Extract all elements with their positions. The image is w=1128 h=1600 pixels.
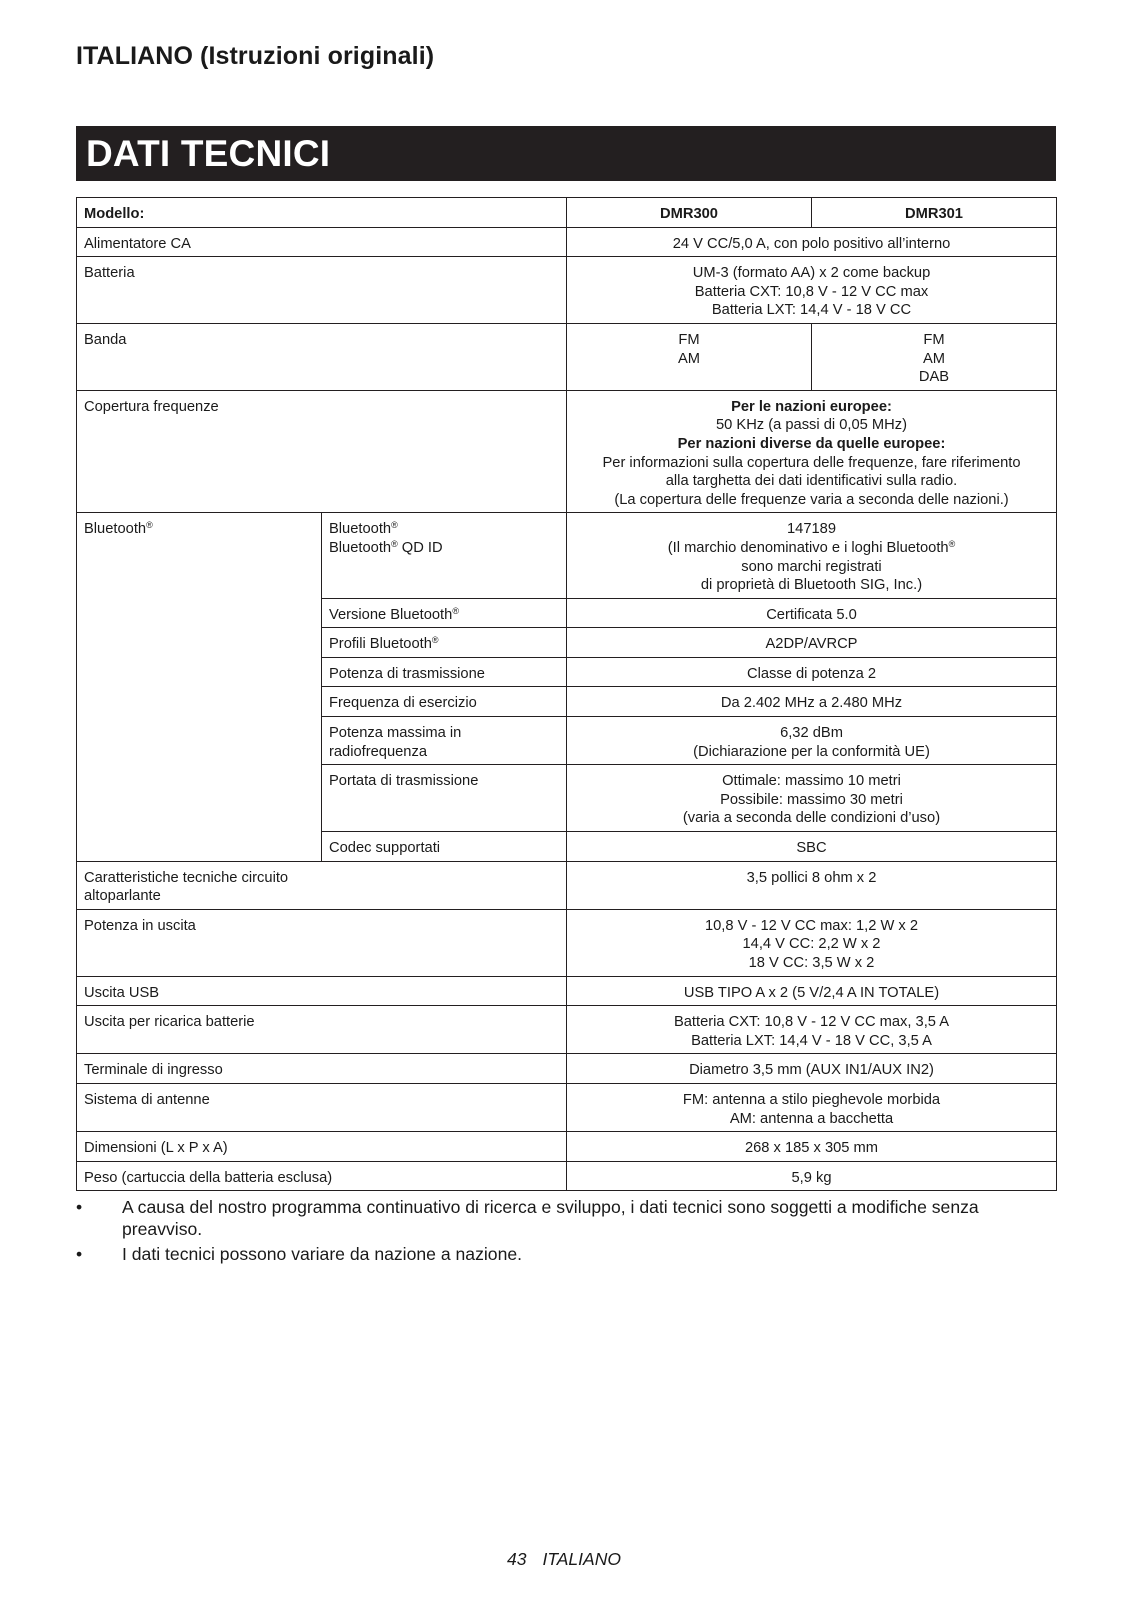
- row-label-banda: Banda: [77, 323, 567, 390]
- copertura-non-eu-heading: Per nazioni diverse da quelle europee:: [677, 435, 946, 452]
- row-value-altoparlante: 3,5 pollici 8 ohm x 2: [567, 861, 1057, 909]
- section-title: DATI TECNICI: [86, 133, 331, 174]
- header-model-dmr300: DMR300: [567, 198, 812, 228]
- banda-item: AM: [677, 350, 701, 367]
- antenne-line: AM: antenna a bacchetta: [729, 1110, 894, 1127]
- value-bluetooth-qdid: [567, 513, 1057, 598]
- note-text: I dati tecnici possono variare da nazione a nazione.: [122, 1244, 523, 1264]
- value-portata: [567, 765, 1057, 832]
- portata-line: Possibile: massimo 30 metri: [720, 791, 903, 808]
- qdid-note-line: di proprietà di Bluetooth SIG, Inc.): [700, 577, 923, 594]
- row-value-terminale: Diametro 3,5 mm (AUX IN1/AUX IN2): [567, 1054, 1057, 1084]
- sub-label-potenza-trasmissione: Potenza di trasmissione: [322, 657, 567, 687]
- ricarica-line: Batteria LXT: 14,4 V - 18 V CC, 3,5 A: [691, 1032, 932, 1049]
- sub-label-portata: Portata di trasmissione: [322, 765, 567, 832]
- spec-table: [76, 197, 1057, 1191]
- batteria-line: Batteria LXT: 14,4 V - 18 V CC: [711, 302, 912, 319]
- copertura-eu-value: 50 KHz (a passi di 0,05 MHz): [715, 417, 907, 434]
- row-label-antenne: Sistema di antenne: [77, 1083, 567, 1131]
- row-value-usb: USB TIPO A x 2 (5 V/2,4 A IN TOTALE): [567, 976, 1057, 1006]
- page-footer: [0, 1549, 1128, 1570]
- table-header-row: [77, 198, 1057, 228]
- page-heading: ITALIANO (Istruzioni originali): [76, 42, 435, 70]
- sub-label-profili: Profili Bluetooth®: [322, 628, 567, 658]
- banda-item: FM: [678, 331, 700, 348]
- sub-label-versione: Versione Bluetooth®: [322, 598, 567, 628]
- batteria-line: UM-3 (formato AA) x 2 come backup: [692, 265, 931, 282]
- value-codec: SBC: [567, 832, 1057, 862]
- copertura-non-eu-line: (La copertura delle frequenze varia a seconda delle nazioni.): [614, 491, 1009, 508]
- note-text: A causa del nostro programma continuativo di ricerca e sviluppo, i dati tecnici sono soggetti a modifiche senza preavviso.: [122, 1197, 979, 1239]
- row-label-ricarica: Uscita per ricarica batterie: [77, 1006, 567, 1054]
- copertura-eu-heading: Per le nazioni europee:: [731, 398, 892, 415]
- registered-mark: ®: [948, 538, 956, 549]
- row-value-banda-dmr300: [567, 323, 812, 390]
- table-row: [77, 390, 1057, 513]
- footer-language: ITALIANO: [542, 1549, 621, 1569]
- row-label-peso: Peso (cartuccia della batteria esclusa): [77, 1161, 567, 1191]
- ricarica-line: Batteria CXT: 10,8 V - 12 V CC max, 3,5 A: [673, 1014, 950, 1031]
- table-row: [77, 1132, 1057, 1162]
- potenza-massima-label-line: Potenza massima in: [329, 725, 462, 742]
- row-label-bluetooth: [77, 513, 322, 861]
- row-value-copertura: [567, 390, 1057, 513]
- row-label-dimensioni: Dimensioni (L x P x A): [77, 1132, 567, 1162]
- batteria-line: Batteria CXT: 10,8 V - 12 V CC max: [694, 283, 929, 300]
- banda-item: FM: [923, 331, 945, 348]
- row-value-banda-dmr301: [812, 323, 1057, 390]
- portata-line: Ottimale: massimo 10 metri: [722, 773, 901, 790]
- row-value-potenza-uscita: [567, 909, 1057, 976]
- bullet: •: [76, 1244, 83, 1264]
- row-label-copertura: Copertura frequenze: [77, 390, 567, 513]
- copertura-non-eu-line: Per informazioni sulla copertura delle frequenze, fare riferimento: [602, 454, 1021, 471]
- potenza-uscita-line: 10,8 V - 12 V CC max: 1,2 W x 2: [704, 917, 919, 934]
- qdid-note-line: sono marchi registrati: [741, 558, 882, 575]
- qdid-label-line: Bluetooth®: [329, 520, 398, 538]
- table-row: [77, 976, 1057, 1006]
- registered-mark: ®: [431, 635, 439, 646]
- table-row: [77, 1083, 1057, 1131]
- sub-label-potenza-massima: [322, 717, 567, 765]
- qdid-value: 147189: [786, 521, 836, 538]
- page-number: 43: [507, 1549, 527, 1569]
- section-banner: [76, 126, 1056, 181]
- value-profili: A2DP/AVRCP: [567, 628, 1057, 658]
- value-potenza-trasmissione: Classe di potenza 2: [567, 657, 1057, 687]
- row-label-altoparlante: [77, 861, 567, 909]
- sub-label-frequenza: Frequenza di esercizio: [322, 687, 567, 717]
- registered-mark: ®: [146, 520, 153, 531]
- bluetooth-label: Bluetooth: [84, 521, 147, 538]
- table-row: [77, 323, 1057, 390]
- potenza-massima-label-line: radiofrequenza: [329, 743, 427, 760]
- altoparlante-label-line: altoparlante: [84, 888, 161, 905]
- potenza-uscita-line: 18 V CC: 3,5 W x 2: [748, 955, 875, 971]
- registered-mark: ®: [391, 520, 398, 531]
- table-row: [77, 1054, 1057, 1084]
- table-row: [77, 861, 1057, 909]
- table-row: [77, 1006, 1057, 1054]
- table-row: [77, 1161, 1057, 1191]
- row-label-potenza-uscita: Potenza in uscita: [77, 909, 567, 976]
- table-row: [77, 257, 1057, 324]
- altoparlante-label-line: Caratteristiche tecniche circuito: [84, 869, 289, 886]
- table-row: [77, 513, 1057, 598]
- copertura-non-eu-line: alla targhetta dei dati identificativi sulla radio.: [665, 473, 958, 490]
- notes-list: [76, 1196, 1056, 1268]
- row-label-batteria: Batteria: [77, 257, 567, 324]
- sub-label-bluetooth-qdid: [322, 513, 567, 598]
- qdid-note-line: (Il marchio denominativo e i loghi Bluetooth®: [667, 538, 956, 556]
- row-label-alimentatore: Alimentatore CA: [77, 227, 567, 257]
- potenza-uscita-line: 14,4 V CC: 2,2 W x 2: [742, 936, 881, 953]
- registered-mark: ®: [452, 605, 459, 616]
- qdid-label-line: Bluetooth® QD ID: [329, 538, 443, 556]
- row-value-batteria: [567, 257, 1057, 324]
- row-value-dimensioni: 268 x 185 x 305 mm: [567, 1132, 1057, 1162]
- value-frequenza: Da 2.402 MHz a 2.480 MHz: [567, 687, 1057, 717]
- table-row: [77, 909, 1057, 976]
- table-row: [77, 227, 1057, 257]
- value-potenza-massima: [567, 717, 1057, 765]
- value-versione: Certificata 5.0: [567, 598, 1057, 628]
- row-value-alimentatore: 24 V CC/5,0 A, con polo positivo all’interno: [567, 227, 1057, 257]
- sub-label-codec: Codec supportati: [322, 832, 567, 862]
- header-model-dmr301: DMR301: [812, 198, 1057, 228]
- potenza-massima-value: 6,32 dBm: [780, 725, 843, 742]
- registered-mark: ®: [391, 538, 398, 549]
- bullet: •: [76, 1197, 83, 1217]
- portata-line: (varia a seconda delle condizioni d’uso): [682, 810, 941, 827]
- list-item: [76, 1196, 1056, 1240]
- row-label-usb: Uscita USB: [77, 976, 567, 1006]
- banda-item: DAB: [918, 369, 950, 386]
- row-value-antenne: [567, 1083, 1057, 1131]
- antenne-line: FM: antenna a stilo pieghevole morbida: [682, 1091, 941, 1108]
- row-value-peso: 5,9 kg: [567, 1161, 1057, 1191]
- header-label: Modello:: [77, 198, 567, 228]
- list-item: [76, 1243, 1056, 1265]
- banda-item: AM: [922, 350, 946, 367]
- potenza-massima-note: (Dichiarazione per la conformità UE): [693, 743, 930, 760]
- row-value-ricarica: [567, 1006, 1057, 1054]
- row-label-terminale: Terminale di ingresso: [77, 1054, 567, 1084]
